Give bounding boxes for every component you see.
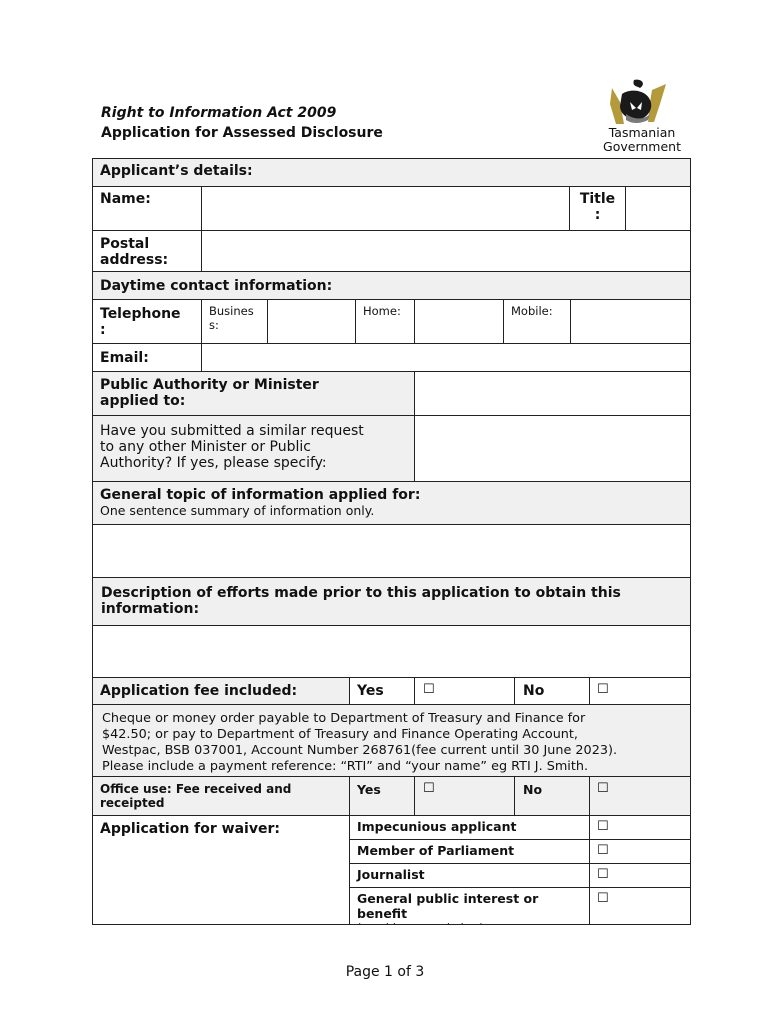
fee-no-cell[interactable] (589, 677, 691, 705)
office-yes-cell[interactable] (414, 776, 515, 816)
daytime-contact-header: Daytime contact information: (92, 271, 691, 300)
general-topic-header (92, 481, 691, 525)
logo-line-2: Government (603, 139, 681, 154)
office-use-label: Office use: Fee received and receipted (92, 776, 350, 816)
postal-address-field[interactable] (201, 230, 691, 272)
page-number: Page 1 of 3 (345, 964, 425, 980)
waiver-parliament-checkbox[interactable]: ☐ (597, 843, 609, 858)
table-bottom-border (92, 924, 691, 925)
page-cut-mask (92, 925, 691, 965)
home-phone-field[interactable] (414, 299, 504, 344)
office-no-cell[interactable] (589, 776, 691, 816)
waiver-public-interest-checkbox[interactable]: ☐ (597, 891, 609, 906)
prior-efforts-field[interactable] (92, 625, 691, 678)
waiver-journalist-cell[interactable] (589, 863, 691, 888)
logo-text (594, 126, 690, 154)
form-header (101, 103, 383, 143)
office-no-checkbox[interactable]: ☐ (597, 781, 609, 796)
general-topic-label: General topic of information applied for: (100, 487, 421, 503)
email-label: Email: (92, 343, 202, 372)
fee-yes-checkbox[interactable]: ☐ (423, 682, 435, 697)
office-no-label: No (514, 776, 590, 816)
business-phone-label: Busines s: (201, 299, 268, 344)
waiver-public-interest-label: General public interest or benefit (357, 891, 539, 921)
name-field[interactable] (201, 186, 570, 231)
waiver-option-public-interest (349, 887, 590, 927)
fee-yes-cell[interactable] (414, 677, 515, 705)
postal-address-label: Postal address: (92, 230, 202, 272)
fee-included-label: Application fee included: (92, 677, 350, 705)
waiver-option-parliament: Member of Parliament (349, 839, 590, 864)
waiver-impecunious-checkbox[interactable]: ☐ (597, 819, 609, 834)
waiver-option-journalist: Journalist (349, 863, 590, 888)
fee-no-label: No (514, 677, 590, 705)
mobile-phone-label: Mobile: (503, 299, 571, 344)
general-topic-field[interactable] (92, 524, 691, 578)
public-authority-field[interactable] (414, 371, 691, 416)
similar-request-field[interactable] (414, 415, 691, 482)
title-label: Title : (569, 186, 626, 231)
office-yes-label: Yes (349, 776, 415, 816)
similar-request-label: Have you submitted a similar request to any other Minister or Public Authority? If yes, please specify: (92, 415, 415, 482)
home-phone-label: Home: (355, 299, 415, 344)
telephone-label: Telephone : (92, 299, 202, 344)
waiver-label: Application for waiver: (92, 815, 350, 925)
general-topic-subtext: One sentence summary of information only. (100, 503, 375, 518)
form-title: Application for Assessed Disclosure (101, 125, 383, 141)
title-field[interactable] (625, 186, 691, 231)
waiver-option-impecunious: Impecunious applicant (349, 815, 590, 840)
name-label: Name: (92, 186, 202, 231)
waiver-public-interest-cell[interactable] (589, 887, 691, 927)
fee-yes-label: Yes (349, 677, 415, 705)
email-field[interactable] (201, 343, 691, 372)
mobile-phone-field[interactable] (570, 299, 691, 344)
applicant-section-header: Applicant’s details: (92, 158, 691, 187)
waiver-impecunious-cell[interactable] (589, 815, 691, 840)
payment-instructions: Cheque or money order payable to Department of Treasury and Finance for $42.50; or pay to Department of Treasury and Finance Operating Account, Westpac, BSB 037001, Account Number 268761(fee current until 30 June 2023). Please include a payment reference: “RTI” and “your name” eg RTI J. Smith. (92, 704, 691, 777)
public-authority-label: Public Authority or Minister applied to: (92, 371, 415, 416)
waiver-journalist-checkbox[interactable]: ☐ (597, 867, 609, 882)
fee-no-checkbox[interactable]: ☐ (597, 682, 609, 697)
office-yes-checkbox[interactable]: ☐ (423, 781, 435, 796)
business-phone-field[interactable] (267, 299, 356, 344)
act-title: Right to Information Act 2009 (101, 105, 337, 121)
logo-line-1: Tasmanian (608, 125, 676, 140)
prior-efforts-header: Description of efforts made prior to this application to obtain this information: (92, 577, 691, 626)
waiver-parliament-cell[interactable] (589, 839, 691, 864)
